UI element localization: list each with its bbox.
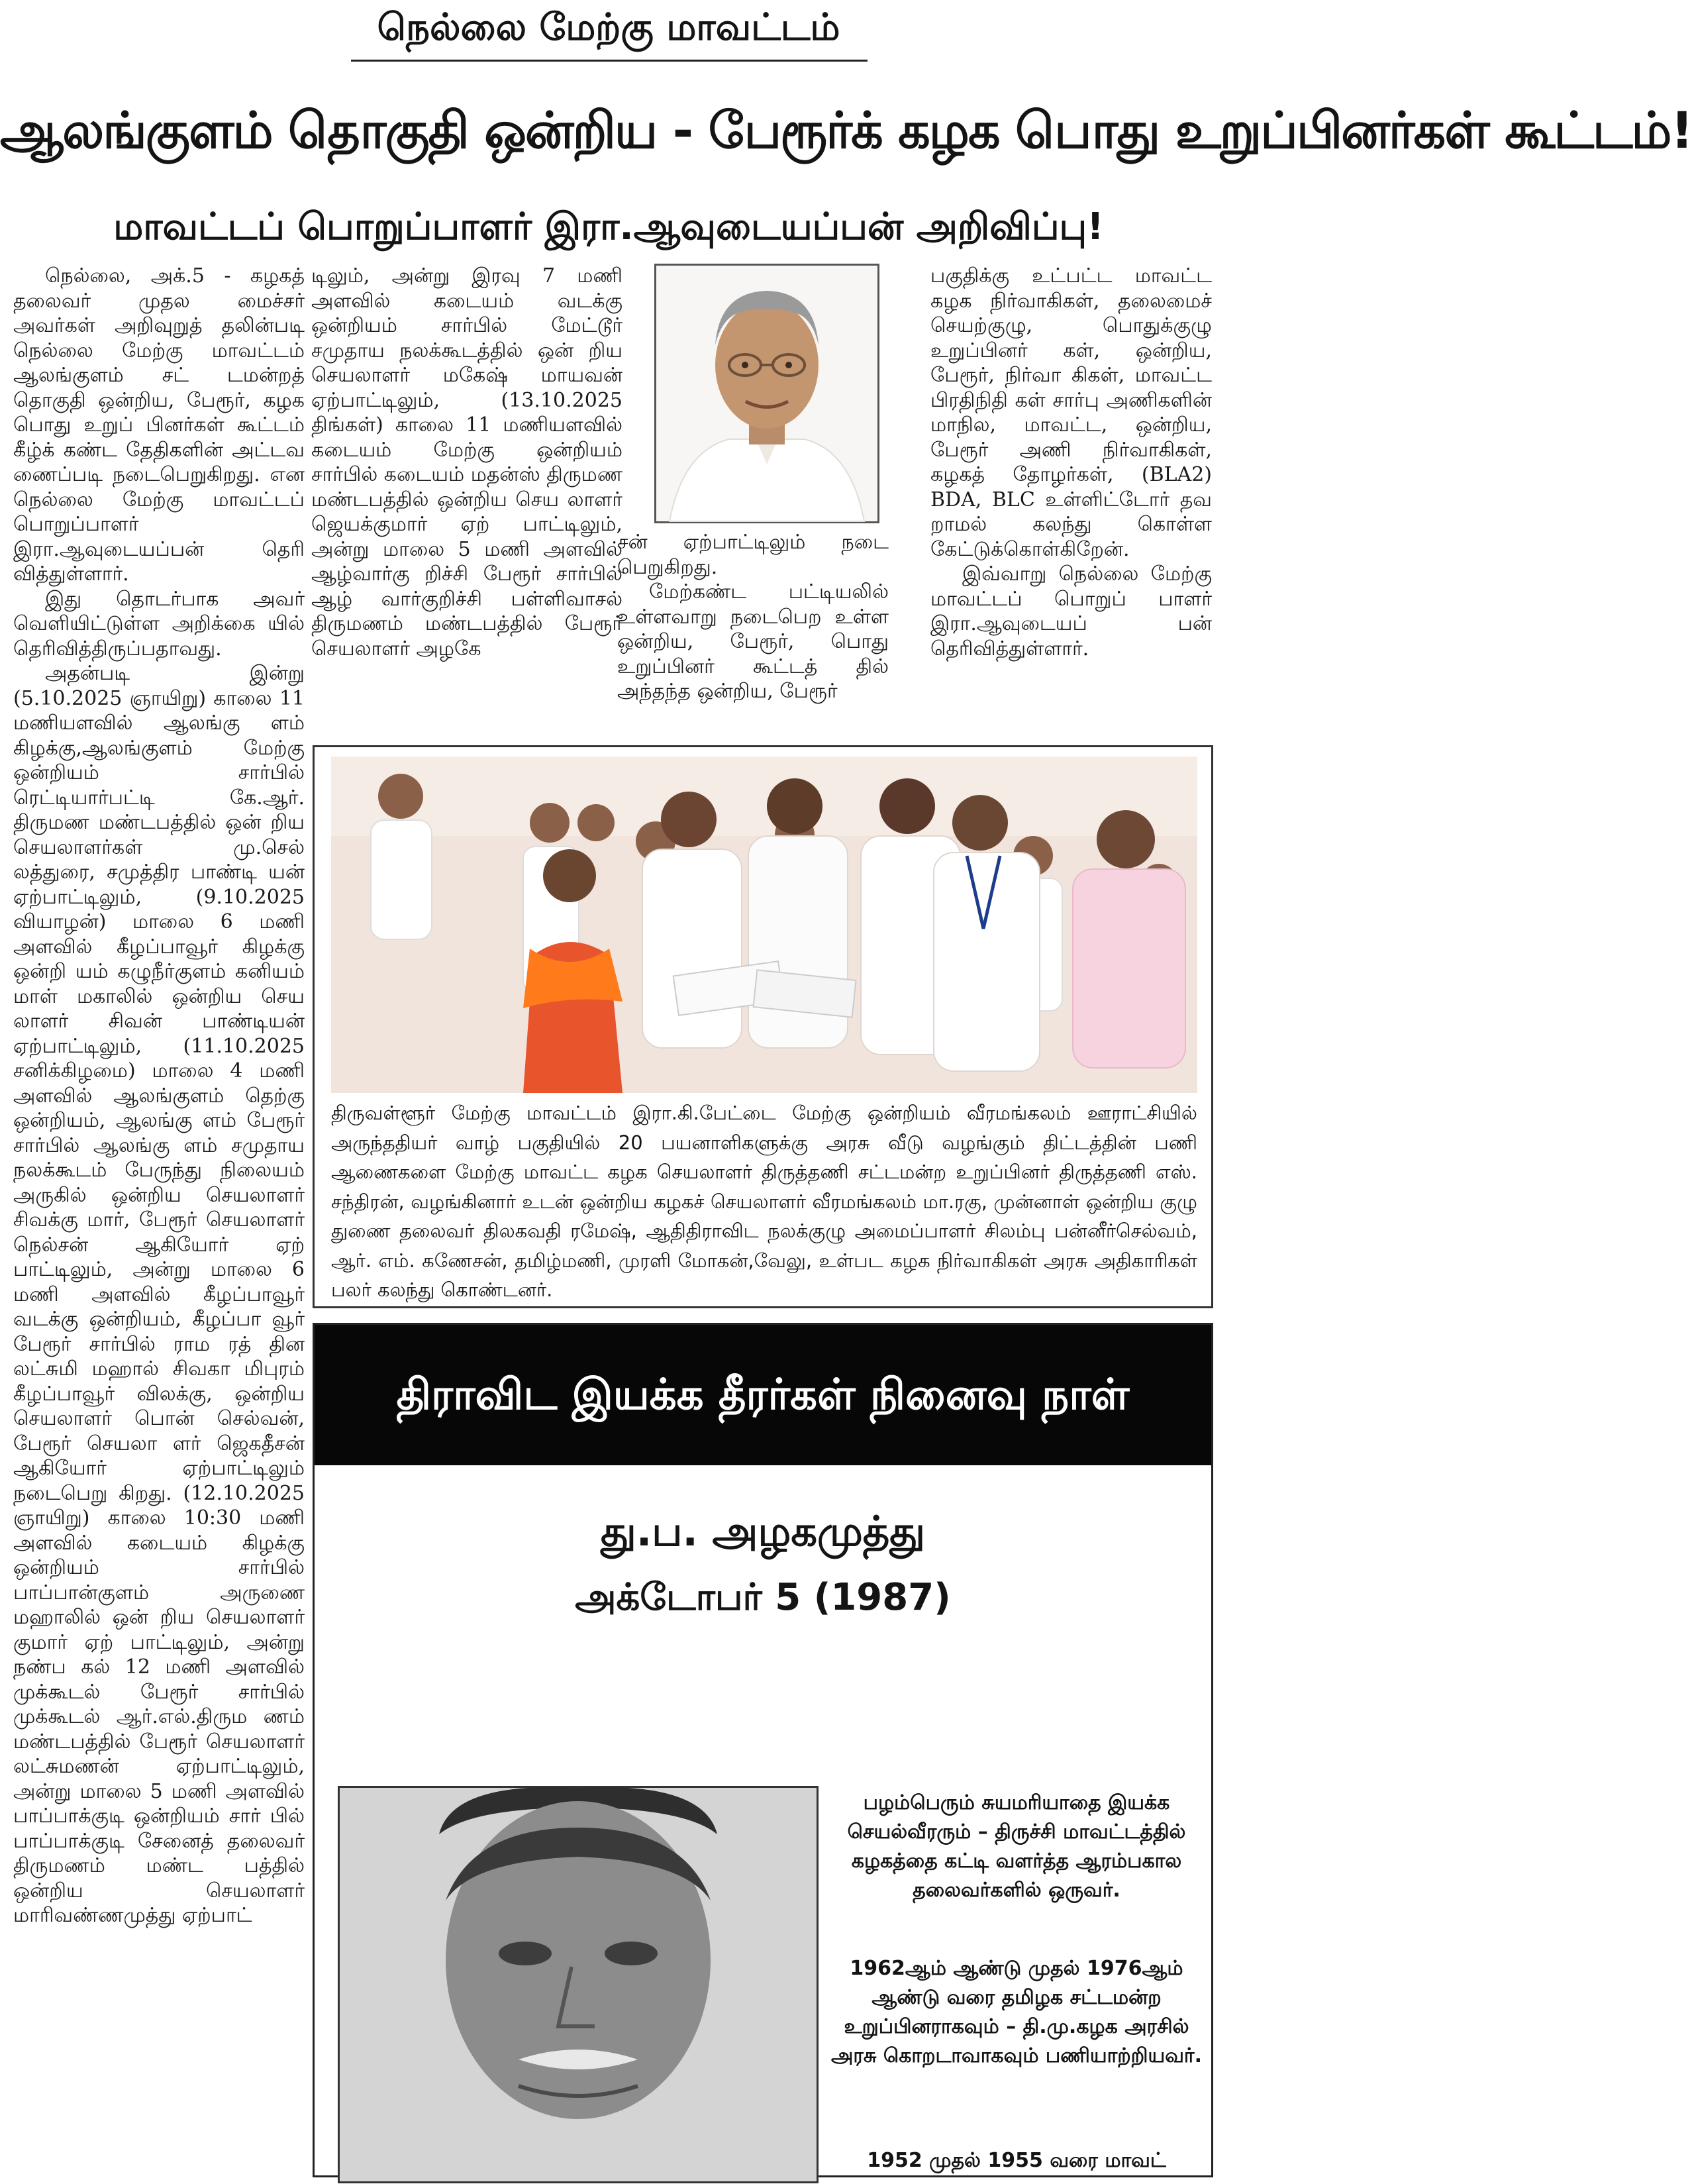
person-portrait-bw-icon <box>340 1788 817 2181</box>
tribute-banner: திராவிட இயக்க தீரர்கள் நினைவு நாள் <box>315 1325 1211 1465</box>
article-column-3 <box>617 530 889 729</box>
section-kicker: நெல்லை மேற்கு மாவட்டம் <box>377 6 840 49</box>
tribute-date: அக்டோபர் 5 (1987) <box>575 1576 951 1619</box>
person-portrait-icon <box>656 266 877 521</box>
tribute-bio-1: பழம்பெரும் சுயமரியாதை இயக்க செயல்வீரரும் – திருச்சி மாவட்டத்தில் கழகத்தை கட்டி வளர்த்த ஆரம்பகால தலைவர்களில் ஒருவர். <box>847 1791 1186 1902</box>
headline: ஆலங்குளம் தொகுதி ஒன்றிய - பேரூர்க் கழக பொது உறுப்பினர்கள் கூட்டம்! <box>0 101 1692 160</box>
column4-paragraph: பகுதிக்கு உட்பட்ட மாவட்ட கழக நிர்வாகிகள், தலைமைச் செயற்குழு, பொதுக்குழு உறுப்பினர் கள், ஒன்றிய, பேரூர், நிர்வா கிகள், மாவட்ட பிரதிநிதி கள் சார்பு அணிகளின் மாநில, மாவட்ட, ஒன்றிய, பேரூர் அணி நிர்வாகிகள், கழகத் தோழர்கள், (BLA2) BDA, BLC உள்ளிட்டோர் தவ றாமல் கலந்து கொள்ள கேட்டுக்கொள்கிறேன். <box>930 264 1212 561</box>
column1-paragraph: நெல்லை, அக்.5 - கழகத் தலைவர் முதல மைச்சர் அவர்கள் அறிவுறுத் தலின்படி நெல்லை மேற்கு மாவட்டம் ஆலங்குளம் சட் டமன்றத் தொகுதி ஒன்றிய, பேரூர், கழக பொது உறுப் பினர்கள் கூட்டம் கீழ்க் கண்ட தேதிகளின் அட்டவ ணைப்படி நடைபெறுகிறது. என நெல்லை மேற்கு மாவட்டப் பொறுப்பாளர் இரா.ஆவுடையப்பன் தெரி வித்துள்ளார். <box>13 264 305 586</box>
tribute-name: து.ப. அழகமுத்து <box>600 1507 926 1555</box>
subheadline: மாவட்டப் பொறுப்பாளர் இரா.ஆவுடையப்பன் அறிவிப்பு! <box>113 205 1104 248</box>
tribute-portrait-photo <box>338 1786 819 2183</box>
news-photo <box>331 756 1197 1093</box>
column3-paragraph: சன் ஏற்பாட்டிலும் நடை பெறுகிறது. <box>617 531 889 579</box>
article-column-4 <box>930 264 1212 727</box>
column1-paragraph: அதன்படி இன்று (5.10.2025 ஞாயிறு) காலை 11 மணியளவில் ஆலங்கு ளம் கிழக்கு,ஆலங்குளம் மேற்கு ஒன்றியம் சார்பில் ரெட்டியார்பட்டி கே.ஆர். திருமண மண்டபத்தில் ஒன் றிய செயலாளர்கள் மு.செல் லத்துரை, சமுத்திர பாண்டி யன் ஏற்பாட்டிலும், (9.10.2025 வியாழன்) மாலை 6 மணி அளவில் கீழப்பாவூர் கிழக்கு ஒன்றி யம் கழுநீர்குளம் கனியம் மாள் மகாலில் ஒன்றிய செய லாளர் சிவன் பாண்டியன் ஏற்பாட்டிலும், (11.10.2025 சனிக்கிழமை) மாலை 4 மணி அளவில் ஆலங்குளம் தெற்கு ஒன்றியம், ஆலங்கு ளம் பேரூர் சார்பில் ஆலங்கு ளம் சமுதாய நலக்கூடம் பேருந்து நிலையம் அருகில் ஒன்றிய செயலாளர் சிவக்கு மார், பேரூர் செயலாளர் நெல்சன் ஆகியோர் ஏற் பாட்டிலும், அன்று மாலை 6 மணி அளவில் கீழப்பாவூர் வடக்கு ஒன்றியம், கீழப்பா வூர் பேரூர் சார்பில் ராம ரத் தின லட்சுமி மஹால் சிவகா மிபுரம் கீழப்பாவூர் விலக்கு, ஒன்றிய செயலாளர் பொன் செல்வன், பேரூர் செயலா ளர் ஜெகதீசன் ஆகியோர் ஏற்பாட்டிலும் நடைபெறு கிறது. (12.10.2025 ஞாயிறு) காலை 10:30 மணி அளவில் கடையம் கிழக்கு ஒன்றியம் சார்பில் பாப்பான்குளம் அருணை மஹாலில் ஒன் றிய செயலாளர் குமார் ஏற் பாட்டிலும், அன்று நண்ப கல் 12 மணி அளவில் முக்கூடல் பேரூர் சார்பில் முக்கூடல் ஆர்.எல்.திரும ணம் மண்டபத்தில் பேரூர் செயலாளர் லட்சுமணன் ஏற்பாட்டிலும், அன்று மாலை 5 மணி அளவில் பாப்பாக்குடி ஒன்றியம் சார் பில் பாப்பாக்குடி சேனைத் தலைவர் திருமணம் மண்ட பத்தில் ஒன்றிய செயலாளர் மாரிவண்ணமுத்து ஏற்பாட் <box>13 662 305 1927</box>
group-photo-icon <box>331 756 1197 1093</box>
tribute-bio-2: 1962ஆம் ஆண்டு முதல் 1976ஆம் ஆண்டு வரை தமிழக சட்டமன்ற உறுப்பினராகவும் – தி.மு.கழக அரசில் அரசு கொறடாவாகவும் பணியாற்றியவர். <box>831 1957 1202 2067</box>
column2-paragraph: டிலும், அன்று இரவு 7 மணி அளவில் கடையம் வடக்கு ஒன்றியம் சார்பில் மேட்டூர் சமுதாய நலக்கூடத்தில் ஒன் றிய செயலாளர் மகேஷ் மாயவன் ஏற்பாட்டிலும், (13.10.2025 திங்கள்) காலை 11 மணியளவில் கடையம் மேற்கு ஒன்றியம் சார்பில் கடையம் மதன்ஸ் திருமண மண்டபத்தில் ஒன்றிய செய லாளர் ஜெயக்குமார் ஏற் பாட்டிலும், அன்று மாலை 5 மணி அளவில் ஆழ்வார்கு றிச்சி பேரூர் சார்பில் ஆழ் வார்குறிச்சி பள்ளிவாசல் திருமணம் மண்டபத்தில் பேரூர் செயலாளர் அழகே <box>311 264 622 660</box>
tribute-bio-3: 1952 முதல் 1955 வரை மாவட் <box>867 2149 1166 2172</box>
article-column-2 <box>311 264 622 727</box>
article-column-1 <box>13 264 305 2169</box>
photo-caption: திருவள்ளூர் மேற்கு மாவட்டம் இரா.கி.பேட்டை மேற்கு ஒன்றியம் வீரமங்கலம் ஊராட்சியில் அருந்ததியர் வாழ் பகுதியில் 20 பயனாளிகளுக்கு அரசு வீடு வழங்கும் திட்டத்தின் பணி ஆணைகளை மேற்கு மாவட்ட கழக செயலாளர் திருத்தணி சட்டமன்ற உறுப்பினர் திருத்தணி எஸ். சந்திரன், வழங்கினார் உடன் ஒன்றிய கழகச் செயலாளர் வீரமங்கலம் மா.ரகு, முன்னாள் ஒன்றிய குழு துணை தலைவர் திலகவதி ரமேஷ், ஆதிதிராவிட நலக்குழு அமைப்பாளர் சிலம்பு பன்னீர்செல்வம், ஆர். எம். கணேசன், தமிழ்மணி, முரளி மோகன்,வேலு, உள்பட கழக நிர்வாகிகள் அரசு அதிகாரிகள் பலர் கலந்து கொண்டனர். <box>331 1102 1198 1301</box>
column4-paragraph: இவ்வாறு நெல்லை மேற்கு மாவட்டப் பொறுப் பாளர் இரா.ஆவுடையப் பன் தெரிவித்துள்ளார். <box>930 562 1212 660</box>
portrait-photo-avudaiyappan <box>654 264 879 523</box>
column1-paragraph: இது தொடர்பாக அவர் வெளியிட்டுள்ள அறிக்கை யில் தெரிவித்திருப்பதாவது. <box>13 587 305 660</box>
kicker-underline <box>351 60 868 62</box>
column3-paragraph: மேற்கண்ட பட்டியலில் உள்ளவாறு நடைபெற உள்ள ஒன்றிய, பேரூர், பொது உறுப்பினர் கூட்டத் தில் அந்தந்த ஒன்றிய, பேரூர் <box>617 580 889 703</box>
